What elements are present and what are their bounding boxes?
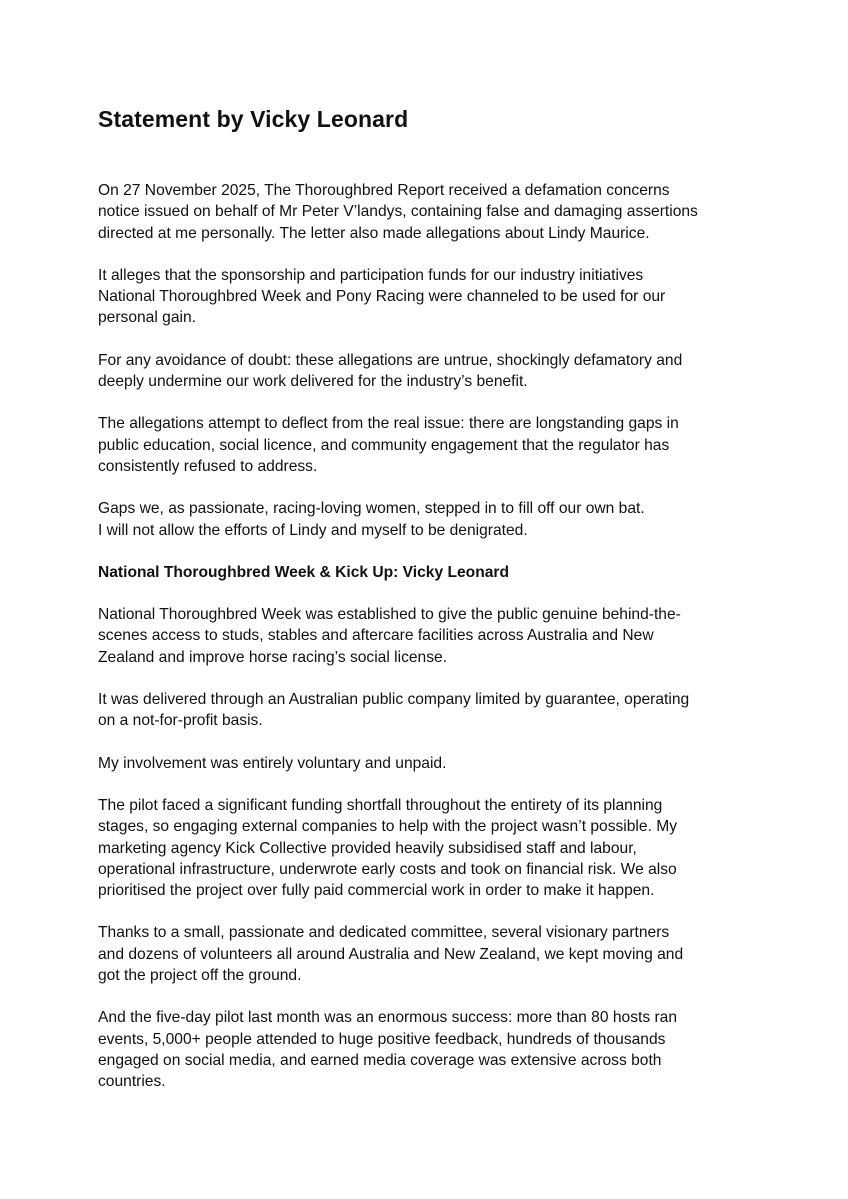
paragraph-defamation-notice: On 27 November 2025, The Thoroughbred Report received a defamation concerns notice issued on behalf of Mr Peter V’landys, containing false and damaging assertions directed at me personally. The letter also made allegations about Lindy Maurice. [98,182,698,242]
section-heading: National Thoroughbred Week & Kick Up: Vicky Leonard [98,563,509,581]
paragraph-company-structure: It was delivered through an Australian public company limited by guarantee, operating on a not-for-profit basis. [98,691,690,730]
paragraph-gaps: Gaps we, as passionate, racing-loving women, stepped in to fill off our own bat. I will not allow the efforts of Lindy and myself to be denigrated. [98,500,645,539]
paragraph-funding-shortfall: The pilot faced a significant funding shortfall throughout the entirety of its planning stages, so engaging external companies to help with the project wasn’t possible. My marketing agency Kick Collective provided heavily subsidised staff and labour, operational infrastructure, underwrote early costs and took on financial risk. We also prioritised the project over fully paid commercial work in order to make it happen. [98,796,678,900]
paragraph-ntw-purpose: National Thoroughbred Week was established to give the public genuine behind-the- scenes access to studs, stables and aftercare facilities across Australia and New Zealand and improve horse racing’s social license. [98,606,681,666]
paragraph-real-issue: The allegations attempt to deflect from the real issue: there are longstanding gaps in public education, social licence, and community engagement that the regulator has consistently refused to address. [98,415,679,475]
paragraph-denial: For any avoidance of doubt: these allegations are untrue, shockingly defamatory and deeply undermine our work delivered for the industry’s benefit. [98,351,683,391]
paragraph-pilot-success: And the five-day pilot last month was an enormous success: more than 80 hosts ran events, 5,000+ people attended to huge positive feedback, hundreds of thousands engaged on social media, and earned media coverage was extensive across both countries. [98,1009,678,1091]
paragraph-involvement: My involvement was entirely voluntary and unpaid. [98,754,447,772]
paragraph-committee: Thanks to a small, passionate and dedicated committee, several visionary partners and dozens of volunteers all around Australia and New Zealand, we kept moving and got the project off the ground. [98,924,684,985]
page-title: Statement by Vicky Leonard [98,106,409,132]
paragraph-funds-allegation: It alleges that the sponsorship and participation funds for our industry initiatives National Thoroughbred Week and Pony Racing were channeled to be used for our personal gain. [98,266,666,327]
statement-page [98,104,758,1114]
